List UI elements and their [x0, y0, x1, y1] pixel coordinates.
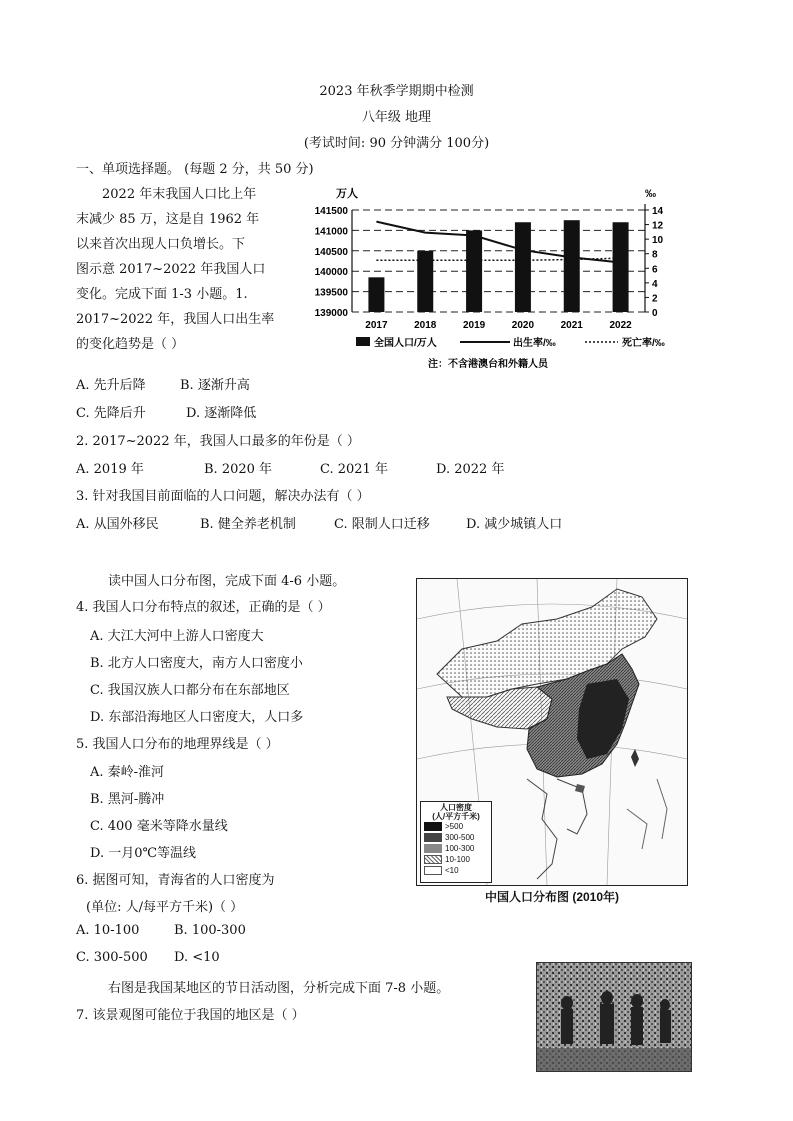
legend-label: 300-500: [445, 833, 475, 842]
q2-option-d[interactable]: D. 2022 年: [436, 462, 505, 477]
q6-option-c[interactable]: C. 300-500: [76, 950, 148, 965]
q4-option-c[interactable]: C. 我国汉族人口都分布在东部地区: [90, 683, 290, 698]
x-tick-label: 2022: [609, 320, 632, 331]
y-left-tick-label: 139000: [314, 308, 348, 319]
legend-row: [421, 865, 491, 876]
y-right-tick-label: 8: [652, 249, 658, 261]
bar-population: [466, 230, 482, 312]
intro-line: 变化。完成下面 1-3 小题。1.: [76, 287, 248, 302]
intro-line: 图示意 2017~2022 年我国人口: [76, 262, 266, 277]
legend-unit: (人/平方千米): [432, 812, 480, 821]
q5-stem: 5. 我国人口分布的地理界线是（ ）: [76, 737, 279, 752]
intro-line: 2022 年末我国人口比上年: [102, 187, 257, 202]
section3-intro: 右图是我国某地区的节日活动图，分析完成下面 7-8 小题。: [108, 981, 450, 996]
q2-option-b[interactable]: B. 2020 年: [204, 462, 273, 477]
y-right-tick-label: 6: [652, 264, 658, 276]
x-tick-label: 2017: [365, 320, 388, 331]
q4-option-a[interactable]: A. 大江大河中上游人口密度大: [90, 629, 264, 644]
festival-photo: [536, 962, 692, 1072]
dense-core-region: [577, 679, 629, 759]
q3-stem: 3. 针对我国目前面临的人口问题，解决办法有（ ）: [76, 489, 370, 504]
q6-option-a[interactable]: A. 10-100: [76, 923, 140, 938]
section2-intro: 读中国人口分布图，完成下面 4-6 小题。: [108, 574, 346, 589]
legend-label: >500: [445, 822, 464, 831]
q1-option-b[interactable]: B. 逐渐升高: [180, 378, 250, 393]
legend-birth-label: 出生率/‰: [513, 338, 556, 349]
legend-swatch: [424, 833, 442, 842]
legend-swatch: [424, 855, 442, 864]
q5-option-c[interactable]: C. 400 毫米等降水量线: [90, 819, 228, 834]
section-heading: 一、单项选择题。 (每题 2 分，共 50 分): [76, 162, 314, 177]
legend-label: <10: [445, 866, 459, 875]
q3-option-b[interactable]: B. 健全养老机制: [200, 517, 296, 532]
population-map: [416, 578, 688, 886]
islands-outline: [627, 779, 667, 849]
q7-stem: 7. 该景观图可能位于我国的地区是（ ）: [76, 1008, 305, 1023]
y-left-tick-label: 140000: [314, 267, 348, 279]
festival-photo-graphic: [537, 963, 691, 1071]
q2-option-c[interactable]: C. 2021 年: [320, 462, 388, 477]
y-right-tick-label: 14: [652, 206, 664, 217]
legend-swatch: [424, 866, 442, 875]
chart-note: 注：不含港澳台和外籍人员: [428, 359, 548, 370]
bar-population: [613, 222, 629, 312]
bar-population: [368, 277, 384, 312]
y-right-tick-label: 0: [652, 308, 658, 319]
q6-stem-unit: (单位: 人/每平方千米)（ ）: [86, 900, 244, 915]
q1-option-c[interactable]: C. 先降后升: [76, 406, 146, 421]
y-left-tick-label: 140500: [314, 246, 348, 258]
legend-swatch: [424, 822, 442, 831]
legend-label: 10-100: [445, 855, 470, 864]
y-left-tick-label: 139500: [314, 287, 348, 299]
x-tick-label: 2018: [414, 320, 437, 331]
legend-row: [421, 821, 491, 832]
taiwan-island: [631, 749, 639, 767]
q4-stem: 4. 我国人口分布特点的叙述，正确的是（ ）: [76, 600, 331, 615]
legend-bar-label: 全国人口/万人: [374, 338, 437, 349]
legend-bar-swatch: [356, 337, 370, 346]
legend-row: [421, 832, 491, 843]
population-chart: [300, 180, 700, 375]
q3-option-a[interactable]: A. 从国外移民: [76, 517, 159, 532]
legend-row: [421, 854, 491, 865]
q4-option-d[interactable]: D. 东部沿海地区人口密度大，人口多: [90, 710, 304, 725]
q5-option-b[interactable]: B. 黑河-腾冲: [90, 792, 165, 807]
y-right-tick-label: 10: [652, 235, 664, 247]
q6-option-b[interactable]: B. 100-300: [174, 923, 246, 938]
y-left-tick-label: 141000: [314, 226, 348, 238]
y-right-tick-label: 4: [652, 278, 658, 290]
q5-option-d[interactable]: D. 一月0℃等温线: [90, 846, 197, 861]
y-right-tick-label: 2: [652, 293, 658, 305]
map-caption: 中国人口分布图 (2010年): [484, 890, 620, 904]
exam-info: (考试时间: 90 分钟满分 100分): [303, 136, 490, 151]
q5-option-a[interactable]: A. 秦岭-淮河: [90, 765, 165, 780]
intro-line: 的变化趋势是（ ）: [76, 337, 185, 352]
y-right-tick-label: 12: [652, 220, 664, 232]
y-left-unit: 万人: [336, 188, 358, 200]
legend-row: [421, 843, 491, 854]
legend-death-label: 死亡率/‰: [622, 338, 665, 349]
legend-title: 人口密度: [440, 803, 472, 812]
q2-stem: 2. 2017~2022 年，我国人口最多的年份是（ ）: [76, 434, 360, 449]
hainan-island: [575, 784, 585, 793]
legend-label: 100-300: [445, 844, 475, 853]
q4-option-b[interactable]: B. 北方人口密度大，南方人口密度小: [90, 656, 303, 671]
intro-line: 2017~2022 年，我国人口出生率: [76, 312, 275, 327]
chart-legend: [356, 336, 665, 349]
intro-paragraph: [76, 182, 276, 357]
q3-option-d[interactable]: D. 减少城镇人口: [466, 517, 563, 532]
q6-option-d[interactable]: D. <10: [174, 950, 220, 965]
intro-line: 以来首次出现人口负增长。下: [76, 237, 246, 252]
y-left-tick-label: 141500: [314, 206, 348, 217]
intro-line: 末减少 85 万，这是自 1962 年: [76, 212, 260, 227]
legend-swatch: [424, 844, 442, 853]
map-legend: [420, 801, 492, 883]
x-tick-label: 2019: [462, 320, 486, 331]
y-right-unit: ‰: [645, 188, 656, 200]
q3-option-c[interactable]: C. 限制人口迁移: [334, 517, 430, 532]
q1-option-d[interactable]: D. 逐渐降低: [186, 406, 257, 421]
exam-title: 2023 年秋季学期期中检测: [319, 84, 474, 99]
line-birth-rate: [376, 222, 620, 263]
bar-population: [515, 222, 531, 312]
x-tick-label: 2021: [560, 320, 583, 331]
bar-population: [564, 220, 580, 312]
q1-option-a[interactable]: A. 先升后降: [76, 378, 146, 393]
q2-option-a[interactable]: A. 2019 年: [76, 462, 144, 477]
exam-subtitle: 八年级 地理: [361, 110, 432, 125]
x-tick-label: 2020: [511, 320, 535, 331]
q6-stem: 6. 据图可知，青海省的人口密度为: [76, 873, 275, 888]
southeast-asia-outline: [527, 779, 557, 879]
